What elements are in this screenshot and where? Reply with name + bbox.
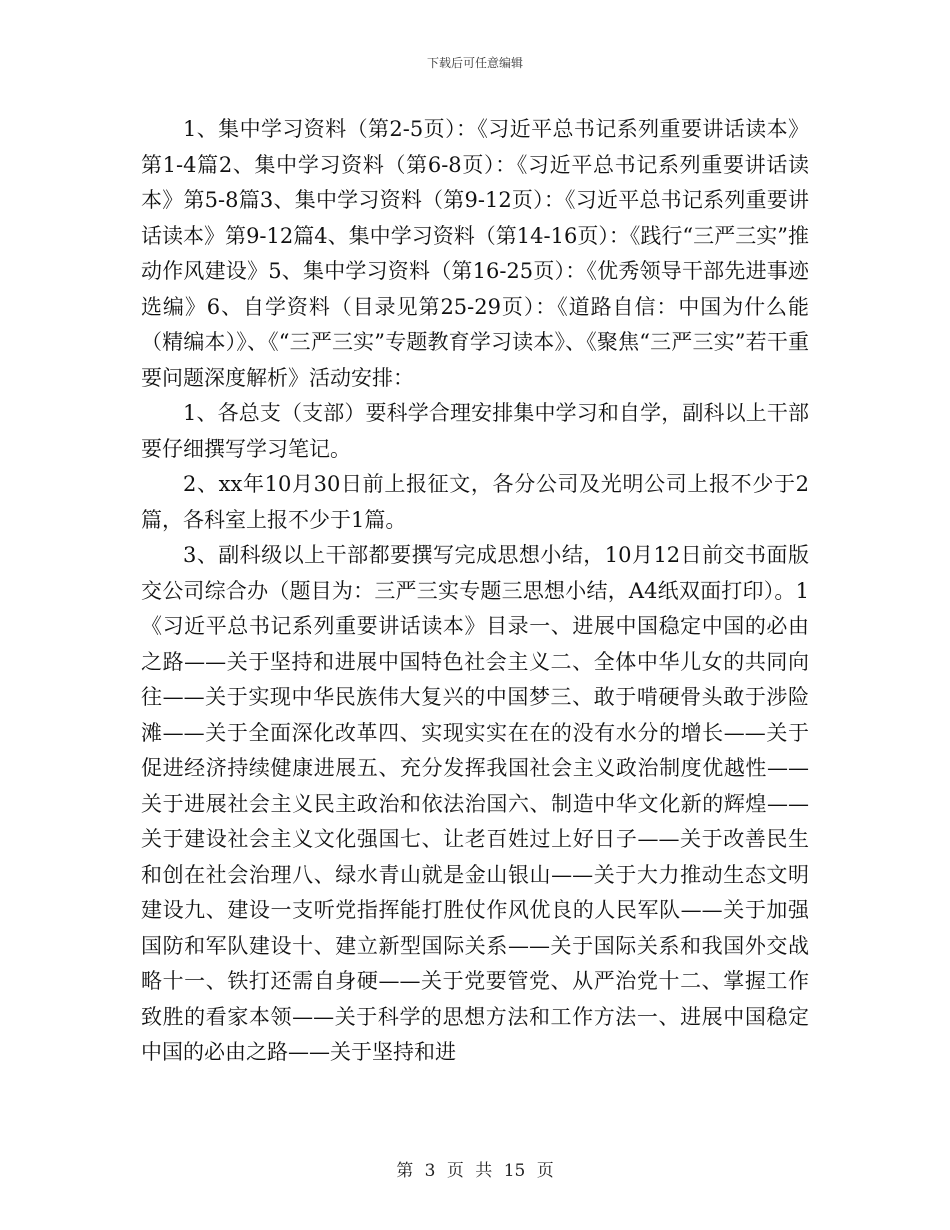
document-body	[141, 112, 809, 1071]
paragraph-4: 3、副科级以上干部都要撰写完成思想小结，10月12日前交书面版交公司综合办（题目为：三严三实专题三思想小结，A4纸双面打印）。1《习近平总书记系列重要讲话读本》目录一、进展中国稳定中国的必由之路——关于坚持和进展中国特色社会主义二、全体中华儿女的共同向往——关于实现中华民族伟大复兴的中国梦三、敢于啃硬骨头敢于涉险滩——关于全面深化改革四、实现实实在在的没有水分的增长——关于促进经济持续健康进展五、充分发挥我国社会主义政治制度优越性——关于进展社会主义民主政治和依法治国六、制造中华文化新的辉煌——关于建设社会主义文化强国七、让老百姓过上好日子——关于改善民生和创在社会治理八、绿水青山就是金山银山——关于大力推动生态文明建设九、建设一支听党指挥能打胜仗作风优良的人民军队——关于加强国防和军队建设十、建立新型国际关系——关于国际关系和我国外交战略十一、铁打还需自身硬——关于党要管党、从严治党十二、掌握工作致胜的看家本领——关于科学的思想方法和工作方法一、进展中国稳定中国的必由之路——关于坚持和进	[141, 543, 809, 1064]
page-footer: 第 3 页 共 15 页	[396, 1161, 554, 1181]
paragraph-2: 1、各总支（支部）要科学合理安排集中学习和自学，副科以上干部要仔细撰写学习笔记。	[141, 401, 809, 461]
paragraph-3: 2、xx年10月30日前上报征文，各分公司及光明公司上报不少于2篇，各科室上报不少于1篇。	[141, 472, 809, 532]
paragraph-1: 1、集中学习资料（第2-5页）：《习近平总书记系列重要讲话读本》第1-4篇2、集中学习资料（第6-8页）：《习近平总书记系列重要讲话读本》第5-8篇3、集中学习资料（第9-12页）：《习近平总书记系列重要讲话读本》第9-12篇4、集中学习资料（第14-16页）：《践行“三严三实”推动作风建设》5、集中学习资料（第16-25页）：《优秀领导干部先进事迹选编》6、自学资料（目录见第25-29页）：《道路自信：中国为什么能（精编本）》、《“三严三实”专题教育学习读本》、《聚焦“三严三实”若干重要问题深度解析》活动安排：	[141, 117, 809, 390]
page-header: 下载后可任意编辑	[426, 56, 523, 70]
